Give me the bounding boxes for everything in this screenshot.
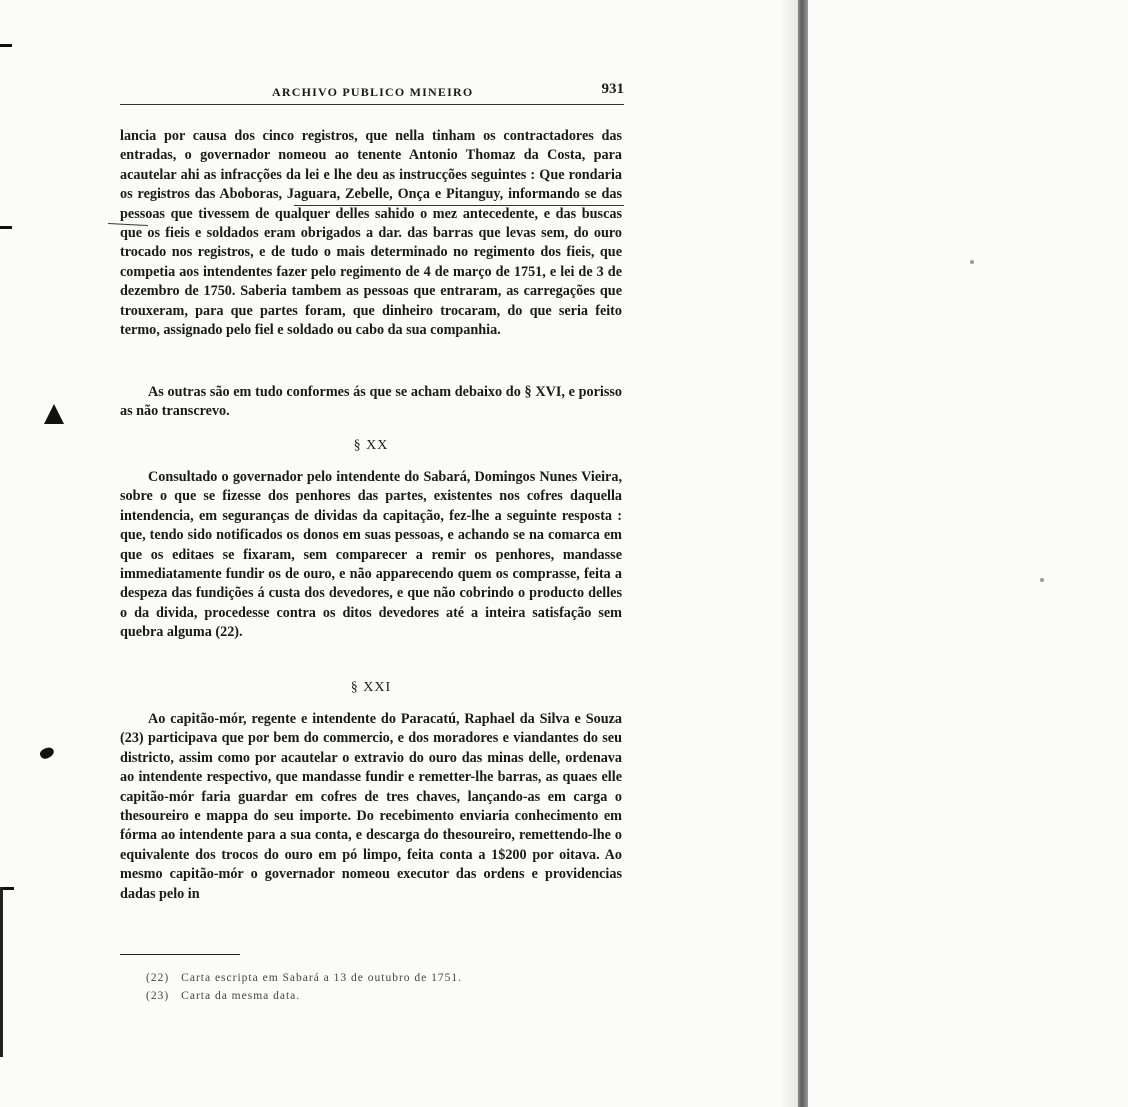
footnote-number: (23): [146, 990, 170, 1002]
footnote-23: [146, 990, 300, 1002]
paragraph-1: lancia por causa dos cinco registros, que nella tinham os contractadores das entradas, o governador nomeou ao tenente Antonio Thomaz da Costa, para acautelar ahi as infracções da lei e lhe deu as instrucções seguintes : Que rondaria os registros das Aboboras, Jaguara, Zebelle, Onça e Pitanguy, informando se das pessoas que tivessem de qualquer delles sahido o mez antecedente, e das buscas que os fieis e soldados eram obrigados a dar. das barras que levas sem, do ouro trocado nos registros, e de tudo o mais determinado no regimento dos fieis, que competia aos intendentes fazer pelo regimento de 4 de março de 1751, e lei de 3 de dezembro de 1750. Saberia tambem as pessoas que entraram, as carregações que trouxeram, para que partes foram, que dinheiro trocaram, do que seria feito termo, assignado pelo fiel e soldado ou cabo da sua companhia.: [120, 128, 622, 339]
paragraph-3: Consultado o governador pelo intendente do Sabará, Domingos Nunes Vieira, sobre o que se fizesse dos penhores das partes, existentes nos cofres daquella intendencia, em seguranças de dividas da capitação, fez-lhe a seguinte resposta : que, tendo sido notificados os donos em suas pessoas, e achando se na comarca em que os editaes se fixaram, sem comparecer a remir os penhores, mandasse immediatamente fundir os de ouro, e não apparecendo quem os comprasse, feita a despeza das fundições á custa dos devedores, e que não cobrindo o producto delles o da divida, procedesse contra os ditos devedores até a inteira satisfação sem quebra alguma (22).: [120, 469, 622, 641]
speck: [1040, 578, 1044, 582]
edge-line: [0, 887, 3, 1057]
footnote-22: [146, 972, 462, 984]
footnote-text: Carta escripta em Sabará a 13 de outubro de 1751.: [181, 972, 463, 984]
section-heading-xx: § XX: [353, 438, 389, 453]
gutter-shadow: [780, 0, 798, 1107]
paragraph-4: Ao capitão-mór, regente e intendente do Paracatú, Raphael da Silva e Souza (23) participava que por bem do commercio, e dos moradores e viandantes do seu districto, assim como por acautelar o extravio do ouro das minas delle, ordenava ao intendente respectivo, que mandasse fundir e remetter-lhe barras, as quaes elle capitão-mór faria guardar em cofres de tres chaves, lançando-as em carga o thesoureiro e mappa do seu importe. Do recebimento enviaria conhecimento em fórma ao intendente para a sua conta, e descarga do thesoureiro, remettendo-lhe o equivalente dos trocos do ouro em pó limpo, feita conta a 1$200 por oitava. Ao mesmo capitão-mór o governador nomeou executor das ordens e providencias dadas pelo in: [120, 711, 622, 902]
running-head: [120, 80, 624, 105]
edge-mark: [0, 44, 12, 47]
paragraph-2: As outras são em tudo conformes ás que se acham debaixo do § XVI, e porisso as não transcrevo.: [120, 384, 622, 420]
margin-mark-icon: [38, 745, 55, 761]
footnote-text: Carta da mesma data.: [181, 990, 301, 1002]
speck: [970, 260, 974, 264]
section-heading-xxi: § XXI: [350, 680, 392, 695]
page-gutter: [798, 0, 808, 1107]
margin-arrow-icon: [44, 404, 64, 424]
running-title: ARCHIVO PUBLICO MINEIRO: [272, 85, 474, 99]
footnote-number: (22): [146, 972, 170, 984]
edge-mark: [0, 226, 12, 229]
footnote-rule: [120, 954, 240, 955]
pencil-underline: [294, 205, 624, 206]
page-number: 931: [601, 81, 624, 97]
